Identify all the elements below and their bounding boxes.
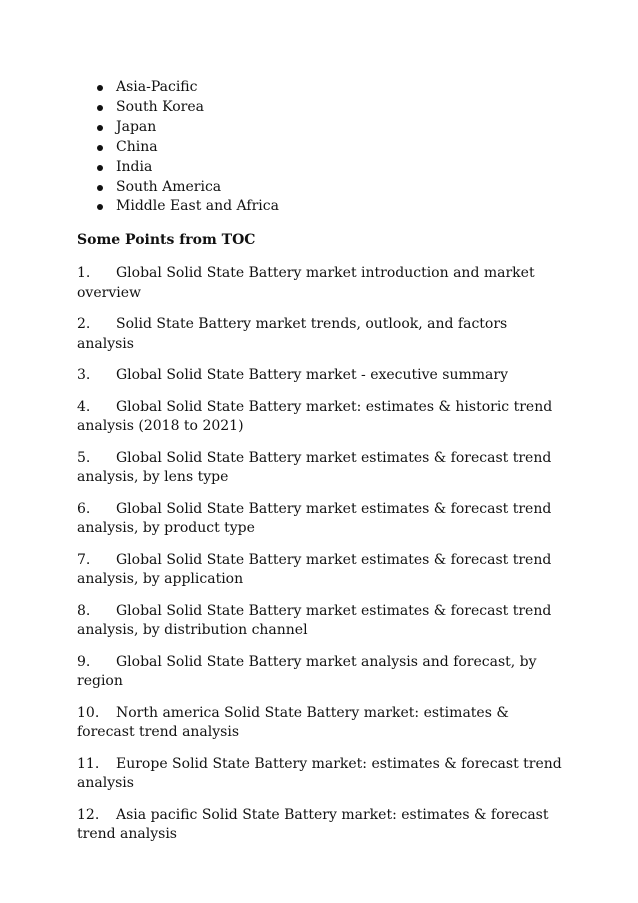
bullet-item: [116, 138, 566, 158]
bullet-item: [116, 98, 566, 118]
bullet-text: Asia-Pacific: [116, 79, 198, 95]
bullet-item: [116, 158, 566, 178]
toc-item-number: 1.: [77, 265, 91, 282]
toc-item-text: Global Solid State Battery market: estimates & historic trend analysis (2018 to 2021): [77, 398, 553, 435]
bullet-icon: [97, 145, 103, 151]
toc-item-text: Solid State Battery market trends, outlook, and factors analysis: [77, 316, 508, 352]
toc-item-number: 10.: [77, 704, 100, 721]
toc-item: [77, 366, 566, 386]
toc-item: [77, 500, 566, 539]
toc-item: [77, 602, 566, 641]
toc-item-number: 3.: [77, 367, 91, 384]
toc-item: [77, 315, 566, 354]
toc-item: [77, 704, 566, 743]
toc-item-number: 5.: [77, 449, 91, 466]
toc-item-number: 2.: [77, 316, 91, 333]
toc-item-text: Global Solid State Battery market analysis and forecast, by region: [77, 653, 537, 690]
bullet-text: Japan: [116, 118, 157, 135]
bullet-item: [116, 78, 566, 98]
toc-item: [77, 264, 566, 303]
toc-item-number: 12.: [77, 806, 100, 823]
bullet-text: China: [116, 138, 158, 155]
bullet-icon: [97, 125, 103, 131]
toc-item-text: Global Solid State Battery market - executive summary: [116, 367, 508, 384]
toc-item-text: Global Solid State Battery market estimates & forecast trend analysis, by distribution channel: [77, 602, 552, 639]
bullet-text: South Korea: [116, 98, 204, 115]
bullet-icon: [97, 85, 103, 91]
bullet-item: [116, 178, 566, 198]
bullet-item: [116, 118, 566, 138]
toc-item-text: Europe Solid State Battery market: estimates & forecast trend analysis: [77, 755, 562, 792]
toc-item-number: 11.: [77, 755, 100, 772]
bullet-icon: [97, 185, 103, 191]
bullet-text: South America: [116, 178, 222, 195]
toc-item-text: North america Solid State Battery market: estimates & forecast trend analysis: [77, 704, 509, 741]
toc-item: [77, 806, 566, 845]
bullet-item: [116, 197, 566, 217]
toc-item-text: Global Solid State Battery market introduction and market overview: [77, 265, 535, 301]
bullet-icon: [97, 165, 103, 171]
toc-item-number: 8.: [77, 602, 91, 619]
bullet-icon: [97, 204, 103, 210]
toc-item: [77, 449, 566, 488]
toc-item-number: 4.: [77, 398, 91, 415]
toc-item: [77, 653, 566, 692]
bullet-text: Middle East and Africa: [116, 198, 279, 215]
toc-list: [77, 264, 566, 845]
toc-item-text: Global Solid State Battery market estimates & forecast trend analysis, by application: [77, 551, 552, 588]
toc-item-number: 7.: [77, 551, 91, 568]
toc-item: [77, 551, 566, 590]
toc-item-text: Asia pacific Solid State Battery market: estimates & forecast trend analysis: [77, 806, 549, 843]
toc-item: [77, 398, 566, 437]
toc-item-number: 9.: [77, 653, 91, 670]
toc-item-text: Global Solid State Battery market estimates & forecast trend analysis, by product type: [77, 500, 552, 537]
toc-item: [77, 755, 566, 794]
toc-item-number: 6.: [77, 500, 91, 517]
region-bullet-list: [77, 78, 566, 217]
bullet-icon: [97, 105, 103, 111]
toc-heading: Some Points from TOC: [77, 232, 256, 249]
bullet-text: India: [116, 158, 153, 175]
toc-item-text: Global Solid State Battery market estimates & forecast trend analysis, by lens type: [77, 449, 552, 486]
